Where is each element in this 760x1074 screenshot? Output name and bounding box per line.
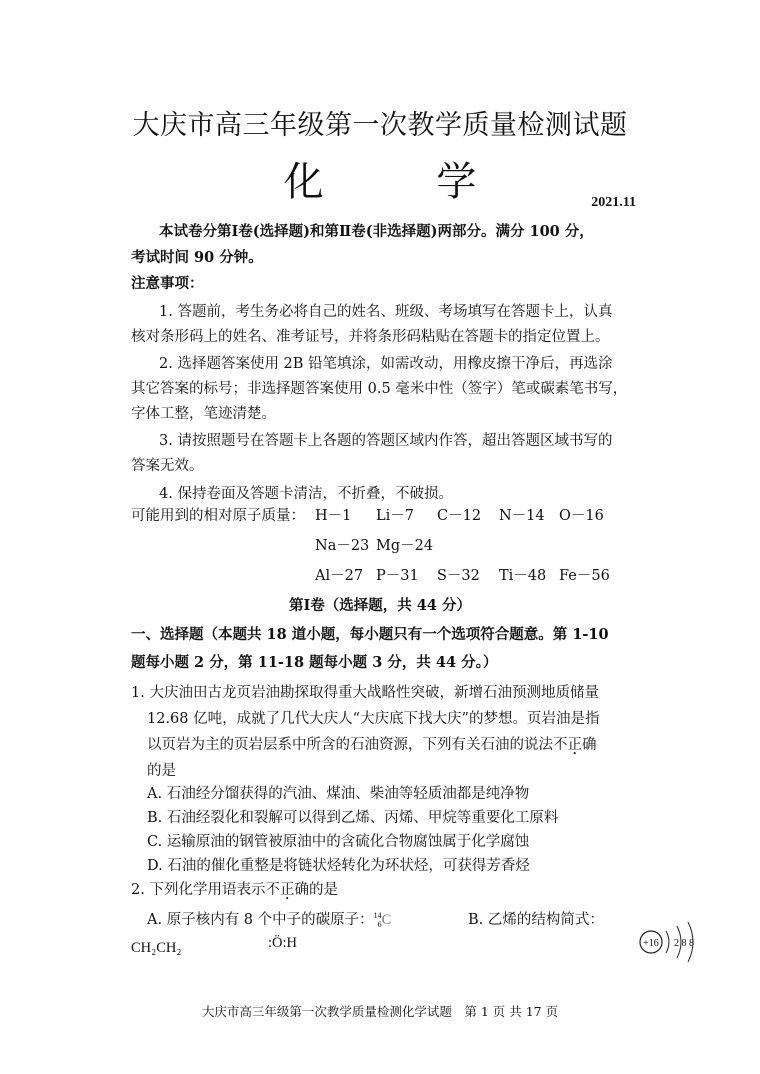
atomic-mass: P－31: [376, 568, 419, 584]
section-instruction-2: 题每小题 2 分，第 11-18 题每小题 3 分，共 44 分。）: [131, 654, 498, 671]
ethylene-formula: CH₂CH₂: [131, 940, 182, 956]
q2-stem: [131, 878, 338, 902]
intro-line-1: 本试卷分第Ⅰ卷(选择题)和第Ⅱ卷(非选择题)两部分。满分 100 分，: [159, 223, 594, 240]
notice-line: 4. 保持卷面及答题卡清洁，不折叠，不破损。: [159, 486, 453, 502]
notice-line: 其它答案的标号；非选择题答案使用 0.5 毫米中性（签字）笔或碳素笔书写，: [131, 381, 628, 397]
atomic-mass: Mg－24: [376, 538, 434, 554]
q1-stem-line-2: 12.68 亿吨，成就了几代大庆人“大庆底下找大庆”的梦想。页岩油是指: [147, 711, 600, 727]
atomic-mass: Al－27: [315, 568, 364, 584]
section-instruction-1: 一、选择题（本题共 18 道小题，每小题只有一个选项符合题意。第 1-10: [131, 626, 609, 643]
subject-title: 化 学: [283, 159, 527, 205]
notice-line: 2. 选择题答案使用 2B 铅笔填涂，如需改动，用橡皮擦干净后，再选涂: [159, 356, 613, 372]
atomic-mass: Na－23: [315, 538, 370, 554]
q1-option-b: B. 石油经裂化和裂解可以得到乙烯、丙烯、甲烷等重要化工原料: [147, 810, 559, 826]
atomic-mass: H－1: [315, 508, 352, 524]
q2-stem-text: 2. 下列化学用语表示: [131, 882, 266, 898]
page-footer: 大庆市高三年级第一次教学质量检测化学试题 第 1 页 共 17 页: [201, 1004, 559, 1019]
notice-line: 1. 答题前，考生务必将自己的姓名、班级、考场填写在答题卡上，认真: [159, 304, 613, 320]
atomic-mass-label: 可能用到的相对原子质量：: [131, 508, 305, 524]
notice-line: 字体工整，笔迹清楚。: [131, 406, 276, 422]
atomic-mass: Li－7: [376, 508, 414, 524]
atomic-mass: Fe－56: [559, 568, 610, 584]
ion-structure-icon: [636, 918, 706, 966]
section-title: 第Ⅰ卷（选择题，共 44 分）: [288, 597, 472, 614]
atomic-mass: S－32: [437, 568, 480, 584]
q1-stem-line-1: 1. 大庆油田古龙页岩油勘探取得重大战略性突破，新增石油预测地质储量: [131, 685, 599, 701]
q1-stem-text: 以页岩为主的页岩层系中所含的石油资源，下列有关石油的说法: [147, 737, 553, 753]
atomic-mass: N－14: [499, 508, 545, 524]
q2-stem-end: 的是: [308, 882, 338, 898]
atomic-mass: O－16: [559, 508, 604, 524]
notice-line: 核对条形码上的姓名、准考证号，并将条形码粘贴在答题卡的指定位置上。: [131, 329, 610, 345]
q2-option-a-text: A. 原子核内有 8 个中子的碳原子：: [147, 912, 374, 928]
ion-shell-electrons: 2 8 8: [674, 938, 694, 949]
atomic-mass: Ti－48: [499, 568, 547, 584]
q2-option-b: B. 乙烯的结构简式：: [468, 912, 604, 928]
q1-option-a: A. 石油经分馏获得的汽油、煤油、柴油等轻质油都是纯净物: [147, 786, 530, 802]
q1-emphasis: 不正确: [553, 737, 597, 753]
notice-line: 答案无效。: [131, 458, 204, 474]
exam-title: 大庆市高三年级第一次教学质量检测试题: [132, 110, 628, 141]
carbon-symbol: C: [381, 912, 392, 928]
q1-option-c: C. 运输原油的钢管被原油中的含硫化合物腐蚀属于化学腐蚀: [147, 834, 530, 850]
atomic-mass: C－12: [437, 508, 482, 524]
hydroxyl-electron-formula: :Ö:H: [268, 935, 297, 951]
q1-option-d: D. 石油的催化重整是将链状烃转化为环状烃，可获得芳香烃: [147, 858, 530, 874]
exam-date: 2021.11: [591, 195, 636, 210]
q2-emphasis: 不正确: [265, 882, 309, 898]
notice-heading: 注意事项：: [131, 275, 204, 292]
q1-stem-line-4: 的是: [147, 763, 176, 779]
intro-line-2: 考试时间 90 分钟。: [131, 249, 263, 266]
atomic-number: 6: [377, 920, 382, 929]
notice-line: 3. 请按照题号在答题卡上各题的答题区域内作答，超出答题区域书写的: [159, 433, 613, 449]
q1-stem-line-3: [147, 733, 597, 757]
mass-number: 14: [373, 911, 382, 920]
ion-nucleus-label: +16: [643, 938, 659, 949]
